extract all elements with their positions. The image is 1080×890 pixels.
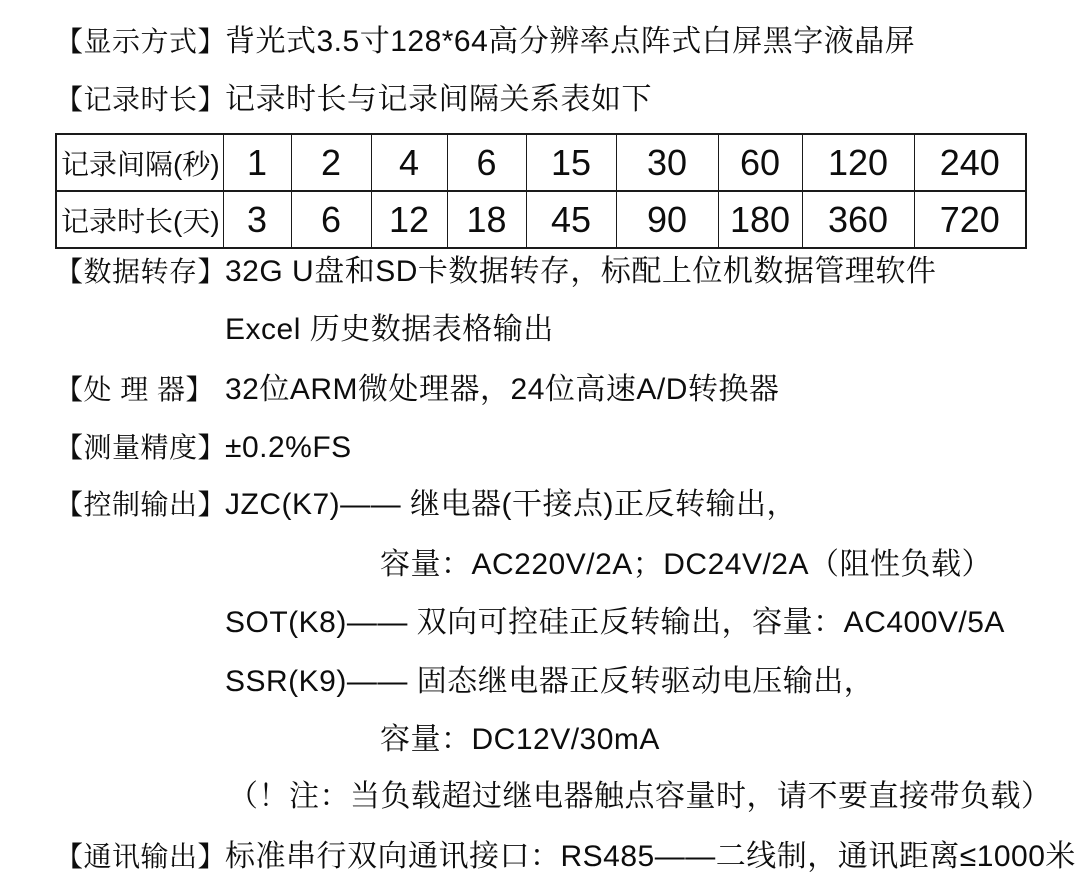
table-cell: 3 <box>223 191 291 248</box>
spec-line-data-transfer <box>55 252 936 292</box>
spec-line-jzc-capacity <box>380 545 992 585</box>
spec-content-processor: 32位ARM微处理器，24位高速A/D转换器 <box>225 373 780 406</box>
spec-label-control-output: 【控制输出】 <box>55 489 227 520</box>
table-cell: 360 <box>802 191 914 248</box>
table-cell: 60 <box>718 134 802 191</box>
spec-content-comm-output: 标准串行双向通讯接口：RS485——二线制，通讯距离≤1000米 <box>225 840 1076 873</box>
table-cell: 240 <box>914 134 1026 191</box>
table-cell: 180 <box>718 191 802 248</box>
spec-line-record-duration <box>55 80 652 120</box>
spec-content-data-transfer: 32G U盘和SD卡数据转存，标配上位机数据管理软件 <box>225 255 937 288</box>
spec-line-load-warning-note <box>228 777 1052 817</box>
table-cell: 1 <box>223 134 291 191</box>
spec-line-control-output <box>55 485 797 525</box>
table-row-duration <box>56 191 1026 248</box>
spec-content-ssr-capacity: 容量：DC12V/30mA <box>380 723 660 756</box>
table-cell: 12 <box>371 191 447 248</box>
table-cell: 15 <box>526 134 616 191</box>
spec-content-jzc-k7: JZC(K7)—— 继电器(干接点)正反转输出， <box>225 488 797 521</box>
spec-line-display-mode <box>55 22 915 62</box>
table-cell: 18 <box>447 191 526 248</box>
spec-line-sot-k8 <box>225 603 1005 643</box>
record-interval-duration-table <box>55 133 1027 249</box>
spec-line-processor <box>55 370 779 410</box>
spec-label-display-mode: 【显示方式】 <box>55 26 227 57</box>
spec-content-sot-k8: SOT(K8)—— 双向可控硅正反转输出，容量：AC400V/5A <box>225 606 1005 639</box>
table-cell: 6 <box>291 191 371 248</box>
table-cell: 720 <box>914 191 1026 248</box>
table-cell: 90 <box>616 191 718 248</box>
table-cell: 30 <box>616 134 718 191</box>
spec-label-accuracy: 【测量精度】 <box>55 432 227 463</box>
spec-label-comm-output: 【通讯输出】 <box>55 841 227 872</box>
spec-line-comm-output <box>55 837 1076 877</box>
spec-content-jzc-capacity: 容量：AC220V/2A；DC24V/2A（阻性负载） <box>380 548 993 581</box>
table-cell: 45 <box>526 191 616 248</box>
table-row-header-duration: 记录时长(天) <box>56 191 223 248</box>
spec-line-accuracy <box>55 428 352 468</box>
spec-content-ssr-k9: SSR(K9)—— 固态继电器正反转驱动电压输出， <box>225 665 875 698</box>
spec-content-excel-output: Excel 历史数据表格输出 <box>225 313 554 346</box>
table-cell: 4 <box>371 134 447 191</box>
table-cell: 120 <box>802 134 914 191</box>
table-cell: 6 <box>447 134 526 191</box>
spec-label-processor: 【处 理 器】 <box>55 374 215 405</box>
spec-label-record-duration: 【记录时长】 <box>55 84 227 115</box>
spec-content-display-mode: 背光式3.5寸128*64高分辨率点阵式白屏黑字液晶屏 <box>225 25 916 58</box>
spec-content-record-duration: 记录时长与记录间隔关系表如下 <box>225 83 652 116</box>
spec-content-load-warning-note: （！注：当负载超过继电器触点容量时，请不要直接带负载） <box>228 780 1052 813</box>
spec-content-accuracy: ±0.2%FS <box>225 431 352 464</box>
table-row-header-interval: 记录间隔(秒) <box>56 134 223 191</box>
spec-line-ssr-k9 <box>225 662 874 702</box>
table-row-interval <box>56 134 1026 191</box>
spec-line-excel-output <box>225 310 554 350</box>
spec-label-data-transfer: 【数据转存】 <box>55 256 227 287</box>
table-cell: 2 <box>291 134 371 191</box>
spec-line-ssr-capacity <box>380 720 660 760</box>
